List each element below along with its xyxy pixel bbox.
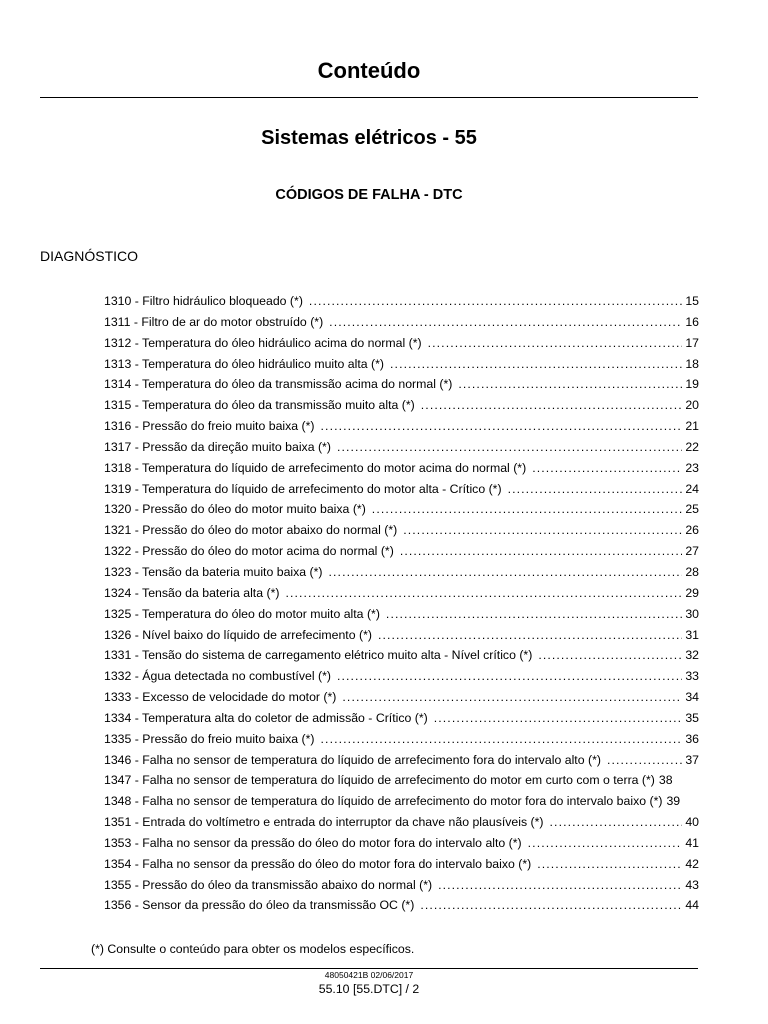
section-title: Sistemas elétricos - 55 <box>261 127 477 149</box>
toc-entry-title: 1326 - Nível baixo do líquido de arrefecimento (*) <box>104 627 372 642</box>
toc-entry-title: 1355 - Pressão do óleo da transmissão abaixo do normal (*) <box>104 877 433 892</box>
toc-entry-page: 23 <box>685 460 699 475</box>
toc-entry-title: 1347 - Falha no sensor de temperatura do líquido de arrefecimento do motor em curto com o terra (*) <box>104 773 655 788</box>
toc-entry[interactable] <box>104 336 699 357</box>
dot-leader <box>400 544 683 558</box>
toc-entry-page: 25 <box>685 502 699 517</box>
toc-entry-page: 17 <box>685 335 699 350</box>
header-divider <box>40 97 698 98</box>
subsection-title: CÓDIGOS DE FALHA - DTC <box>275 187 463 203</box>
dot-leader <box>528 836 683 850</box>
dot-leader <box>538 648 682 662</box>
page-reference: 55.10 [55.DTC] / 2 <box>318 982 420 996</box>
toc-entry-page: 42 <box>685 856 699 871</box>
dot-leader <box>386 607 682 621</box>
toc-entry[interactable] <box>104 377 699 398</box>
toc-entry-page: 29 <box>685 585 699 600</box>
toc-entry-title: 1324 - Tensão da bateria alta (*) <box>104 585 280 600</box>
footer-divider <box>40 968 698 969</box>
toc-entry-title: 1335 - Pressão do freio muito baixa (*) <box>104 731 315 746</box>
toc-entry-title: 1313 - Temperatura do óleo hidráulico muito alta (*) <box>104 356 385 371</box>
toc-entry-page: 38 <box>658 773 673 788</box>
toc-entry-page: 37 <box>685 752 699 767</box>
toc-entry-page: 39 <box>666 794 681 809</box>
toc-entry-title: 1354 - Falha no sensor da pressão do óleo do motor fora do intervalo baixo (*) <box>104 856 532 871</box>
toc-entry-title: 1351 - Entrada do voltímetro e entrada do interruptor da chave não plausíveis (*) <box>104 815 544 830</box>
toc-entry-page: 33 <box>685 669 699 684</box>
toc-entry[interactable] <box>104 836 699 857</box>
toc-entry-page: 16 <box>685 314 699 329</box>
toc-entry-page: 26 <box>685 523 699 538</box>
toc-entry-page: 22 <box>685 439 699 454</box>
dot-leader <box>329 315 682 329</box>
toc-entry-title: 1348 - Falha no sensor de temperatura do líquido de arrefecimento do motor fora do intervalo baixo (*) <box>104 794 663 809</box>
toc-entry[interactable] <box>104 357 699 378</box>
dot-leader <box>607 753 682 767</box>
toc-entry[interactable] <box>104 648 699 669</box>
toc-entry-page: 31 <box>685 627 699 642</box>
toc-entry[interactable] <box>104 898 699 919</box>
toc-entry[interactable] <box>104 294 699 315</box>
dot-leader <box>321 419 683 433</box>
toc-entry-title: 1316 - Pressão do freio muito baixa (*) <box>104 419 315 434</box>
toc-entry[interactable] <box>104 544 699 565</box>
toc-entry[interactable] <box>104 773 699 794</box>
toc-entry[interactable] <box>104 711 699 732</box>
dot-leader <box>337 669 682 683</box>
toc-entry-title: 1319 - Temperatura do líquido de arrefecimento do motor alta - Crítico (*) <box>104 481 502 496</box>
toc-entry-page: 24 <box>685 481 699 496</box>
toc-entry-page: 32 <box>685 648 699 663</box>
toc-entry[interactable] <box>104 607 699 628</box>
dot-leader <box>421 398 683 412</box>
dot-leader <box>434 711 683 725</box>
toc-entry-title: 1318 - Temperatura do líquido de arrefecimento do motor acima do normal (*) <box>104 460 527 475</box>
toc-entry-page: 41 <box>685 835 699 850</box>
dot-leader <box>329 565 683 579</box>
toc-entry-title: 1310 - Filtro hidráulico bloqueado (*) <box>104 294 303 308</box>
toc-entry[interactable] <box>104 398 699 419</box>
dot-leader <box>321 732 683 746</box>
toc-entry-title: 1320 - Pressão do óleo do motor muito baixa (*) <box>104 502 366 517</box>
toc-entry-page: 19 <box>685 377 699 392</box>
toc-entry-page: 18 <box>685 356 699 371</box>
dot-leader <box>532 461 682 475</box>
dot-leader <box>342 690 682 704</box>
toc-entry[interactable] <box>104 315 699 336</box>
dot-leader <box>458 377 682 391</box>
document-id: 48050421B 02/06/2017 <box>324 970 414 980</box>
dot-leader <box>285 586 682 600</box>
toc-entry[interactable] <box>104 461 699 482</box>
dot-leader <box>390 357 682 371</box>
toc-entry-title: 1356 - Sensor da pressão do óleo da transmissão OC (*) <box>104 898 415 913</box>
toc-entry-title: 1323 - Tensão da bateria muito baixa (*) <box>104 564 323 579</box>
toc-entry-page: 35 <box>685 710 699 725</box>
toc-entry-page: 34 <box>685 690 699 705</box>
toc-entry-page: 21 <box>685 419 699 434</box>
dot-leader <box>537 857 682 871</box>
toc-entry[interactable] <box>104 586 699 607</box>
dot-leader <box>309 294 682 308</box>
toc-entry[interactable] <box>104 440 699 461</box>
dot-leader <box>420 898 682 912</box>
toc-entry-title: 1322 - Pressão do óleo do motor acima do normal (*) <box>104 544 394 559</box>
toc-entry[interactable] <box>104 690 699 711</box>
dot-leader <box>337 440 682 454</box>
dot-leader <box>508 482 683 496</box>
toc-entry-title: 1346 - Falha no sensor de temperatura do líquido de arrefecimento fora do intervalo alto (*) <box>104 752 601 767</box>
toc-entry-title: 1315 - Temperatura do óleo da transmissão muito alta (*) <box>104 398 415 413</box>
toc-entry[interactable] <box>104 419 699 440</box>
footnote: (*) Consulte o conteúdo para obter os modelos específicos. <box>91 942 415 956</box>
toc-entry-title: 1317 - Pressão da direção muito baixa (*) <box>104 439 331 454</box>
toc-entry[interactable] <box>104 482 699 503</box>
dot-leader <box>550 815 683 829</box>
category-heading: DIAGNÓSTICO <box>40 248 139 264</box>
toc-entry-page: 20 <box>685 398 699 413</box>
toc-entry[interactable] <box>104 732 699 753</box>
toc-entry-page: 30 <box>685 606 699 621</box>
toc-entry[interactable] <box>104 794 699 815</box>
toc-entry-title: 1353 - Falha no sensor da pressão do óleo do motor fora do intervalo alto (*) <box>104 835 522 850</box>
toc-entry[interactable] <box>104 669 699 690</box>
toc-entry-page: 15 <box>685 294 699 308</box>
toc-entry[interactable] <box>104 565 699 586</box>
toc-entry[interactable] <box>104 878 699 899</box>
dot-leader <box>438 878 682 892</box>
toc-entry-page: 36 <box>685 731 699 746</box>
toc-entry-page: 40 <box>685 815 699 830</box>
toc-entry[interactable] <box>104 815 699 836</box>
toc-entry[interactable] <box>104 502 699 523</box>
dot-leader <box>378 628 682 642</box>
toc-entry-title: 1332 - Água detectada no combustível (*) <box>104 669 331 684</box>
toc-entry[interactable] <box>104 857 699 878</box>
toc-entry-page: 44 <box>685 898 699 913</box>
toc-entry-title: 1331 - Tensão do sistema de carregamento elétrico muito alta - Nível crítico (*) <box>104 648 533 663</box>
toc-entry-title: 1311 - Filtro de ar do motor obstruído (*) <box>104 314 324 329</box>
page-title: Conteúdo <box>317 58 421 83</box>
toc-entry[interactable] <box>104 628 699 649</box>
dot-leader <box>372 502 683 516</box>
toc-entry-title: 1312 - Temperatura do óleo hidráulico acima do normal (*) <box>104 335 422 350</box>
table-of-contents <box>104 294 699 919</box>
toc-entry-title: 1333 - Excesso de velocidade do motor (*) <box>104 690 337 705</box>
toc-entry-page: 28 <box>685 564 699 579</box>
toc-entry-page: 43 <box>685 877 699 892</box>
toc-entry-title: 1325 - Temperatura do óleo do motor muito alta (*) <box>104 606 380 621</box>
toc-entry-title: 1334 - Temperatura alta do coletor de admissão - Crítico (*) <box>104 710 428 725</box>
toc-entry-title: 1314 - Temperatura do óleo da transmissão acima do normal (*) <box>104 377 453 392</box>
toc-entry[interactable] <box>104 523 699 544</box>
dot-leader <box>403 523 682 537</box>
toc-entry[interactable] <box>104 753 699 774</box>
toc-entry-title: 1321 - Pressão do óleo do motor abaixo do normal (*) <box>104 523 398 538</box>
dot-leader <box>428 336 683 350</box>
toc-entry-page: 27 <box>685 544 699 559</box>
